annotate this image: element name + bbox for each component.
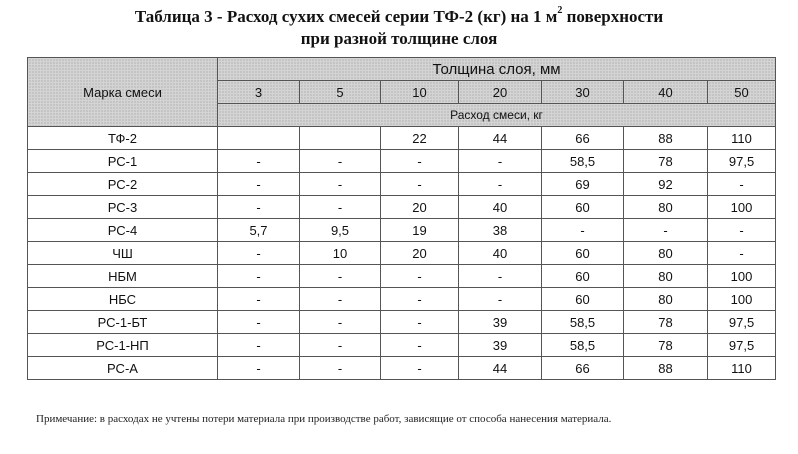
thickness-value: 10	[381, 81, 459, 104]
consumption-cell: 38	[459, 219, 542, 242]
consumption-cell: -	[708, 242, 776, 265]
consumption-cell: 22	[381, 127, 459, 150]
consumption-cell: -	[218, 265, 300, 288]
consumption-cell: -	[300, 357, 381, 380]
consumption-cell: 80	[624, 288, 708, 311]
mix-name-cell: РС-4	[28, 219, 218, 242]
consumption-cell: 66	[542, 357, 624, 380]
consumption-cell: 60	[542, 196, 624, 219]
thickness-value: 40	[624, 81, 708, 104]
consumption-cell: -	[300, 334, 381, 357]
consumption-table	[27, 57, 776, 380]
consumption-cell: 78	[624, 334, 708, 357]
mix-name-cell: РС-1	[28, 150, 218, 173]
table-row	[28, 334, 776, 357]
consumption-cell: -	[300, 311, 381, 334]
consumption-cell	[300, 127, 381, 150]
consumption-cell: -	[218, 242, 300, 265]
mix-name-cell: НБМ	[28, 265, 218, 288]
table-title-line-1	[0, 6, 798, 27]
thickness-value: 5	[300, 81, 381, 104]
consumption-cell: 97,5	[708, 311, 776, 334]
consumption-cell: -	[381, 311, 459, 334]
consumption-cell: 88	[624, 357, 708, 380]
consumption-cell: 20	[381, 242, 459, 265]
table-note: Примечание: в расходах не учтены потери материала при производстве работ, зависящие от способа нанесения материала.	[36, 413, 612, 425]
consumption-cell: -	[381, 265, 459, 288]
mix-name-cell: НБС	[28, 288, 218, 311]
table-row	[28, 127, 776, 150]
consumption-cell: 66	[542, 127, 624, 150]
mix-name-cell: ЧШ	[28, 242, 218, 265]
table-row	[28, 265, 776, 288]
consumption-cell: -	[300, 150, 381, 173]
consumption-cell: 60	[542, 242, 624, 265]
title-superscript: 2	[557, 5, 563, 17]
consumption-header: Расход смеси, кг	[218, 104, 776, 127]
table-title-line-2: при разной толщине слоя	[300, 29, 498, 48]
consumption-cell: 110	[708, 357, 776, 380]
consumption-cell: -	[459, 288, 542, 311]
consumption-cell: 80	[624, 265, 708, 288]
consumption-cell: 60	[542, 265, 624, 288]
consumption-cell: 97,5	[708, 150, 776, 173]
mark-header: Марка смеси	[28, 58, 218, 127]
consumption-cell: -	[218, 357, 300, 380]
consumption-cell: -	[542, 219, 624, 242]
consumption-cell: 58,5	[542, 334, 624, 357]
consumption-cell: -	[381, 334, 459, 357]
consumption-cell: 88	[624, 127, 708, 150]
consumption-cell: -	[459, 173, 542, 196]
consumption-cell: 69	[542, 173, 624, 196]
table-row	[28, 219, 776, 242]
consumption-cell: 9,5	[300, 219, 381, 242]
thickness-value: 20	[459, 81, 542, 104]
mix-name-cell: РС-1-НП	[28, 334, 218, 357]
consumption-cell: 100	[708, 196, 776, 219]
consumption-cell: 39	[459, 334, 542, 357]
consumption-cell: -	[218, 334, 300, 357]
consumption-cell: 5,7	[218, 219, 300, 242]
consumption-cell: -	[218, 150, 300, 173]
consumption-cell: 40	[459, 242, 542, 265]
consumption-cell: -	[708, 219, 776, 242]
table-row	[28, 288, 776, 311]
title-suffix: поверхности	[562, 7, 664, 26]
consumption-cell: -	[459, 265, 542, 288]
consumption-cell: 10	[300, 242, 381, 265]
consumption-cell	[218, 127, 300, 150]
consumption-cell: 58,5	[542, 311, 624, 334]
table-row	[28, 150, 776, 173]
thickness-value: 30	[542, 81, 624, 104]
consumption-cell: -	[381, 150, 459, 173]
consumption-cell: 44	[459, 357, 542, 380]
table-body	[28, 127, 776, 380]
consumption-cell: 19	[381, 219, 459, 242]
mix-name-cell: РС-2	[28, 173, 218, 196]
consumption-cell: 92	[624, 173, 708, 196]
consumption-cell: 110	[708, 127, 776, 150]
mix-name-cell: РС-3	[28, 196, 218, 219]
table-row	[28, 242, 776, 265]
consumption-cell: -	[300, 288, 381, 311]
consumption-cell: -	[381, 288, 459, 311]
consumption-cell: -	[218, 288, 300, 311]
table-row	[28, 196, 776, 219]
consumption-cell: 40	[459, 196, 542, 219]
consumption-cell: -	[381, 357, 459, 380]
consumption-cell: -	[218, 311, 300, 334]
consumption-cell: 78	[624, 150, 708, 173]
consumption-cell: 58,5	[542, 150, 624, 173]
consumption-cell: -	[300, 196, 381, 219]
consumption-cell: 100	[708, 288, 776, 311]
mix-name-cell: РС-1-БТ	[28, 311, 218, 334]
consumption-cell: -	[624, 219, 708, 242]
table-row	[28, 173, 776, 196]
consumption-cell: -	[218, 173, 300, 196]
consumption-cell: 80	[624, 196, 708, 219]
title-prefix: Таблица 3 - Расход сухих смесей серии ТФ-2 (кг) на 1 м	[134, 7, 558, 26]
consumption-cell: -	[708, 173, 776, 196]
table-row	[28, 357, 776, 380]
consumption-cell: -	[300, 173, 381, 196]
consumption-cell: 44	[459, 127, 542, 150]
consumption-cell: 80	[624, 242, 708, 265]
thickness-header: Толщина слоя, мм	[218, 58, 776, 81]
consumption-cell: 39	[459, 311, 542, 334]
consumption-cell: -	[300, 265, 381, 288]
consumption-cell: 100	[708, 265, 776, 288]
consumption-cell: 78	[624, 311, 708, 334]
consumption-cell: -	[381, 173, 459, 196]
mix-name-cell: ТФ-2	[28, 127, 218, 150]
consumption-cell: 60	[542, 288, 624, 311]
consumption-cell: -	[459, 150, 542, 173]
consumption-cell: 97,5	[708, 334, 776, 357]
table-row	[28, 311, 776, 334]
consumption-cell: 20	[381, 196, 459, 219]
consumption-cell: -	[218, 196, 300, 219]
thickness-value: 3	[218, 81, 300, 104]
thickness-value: 50	[708, 81, 776, 104]
mix-name-cell: РС-А	[28, 357, 218, 380]
